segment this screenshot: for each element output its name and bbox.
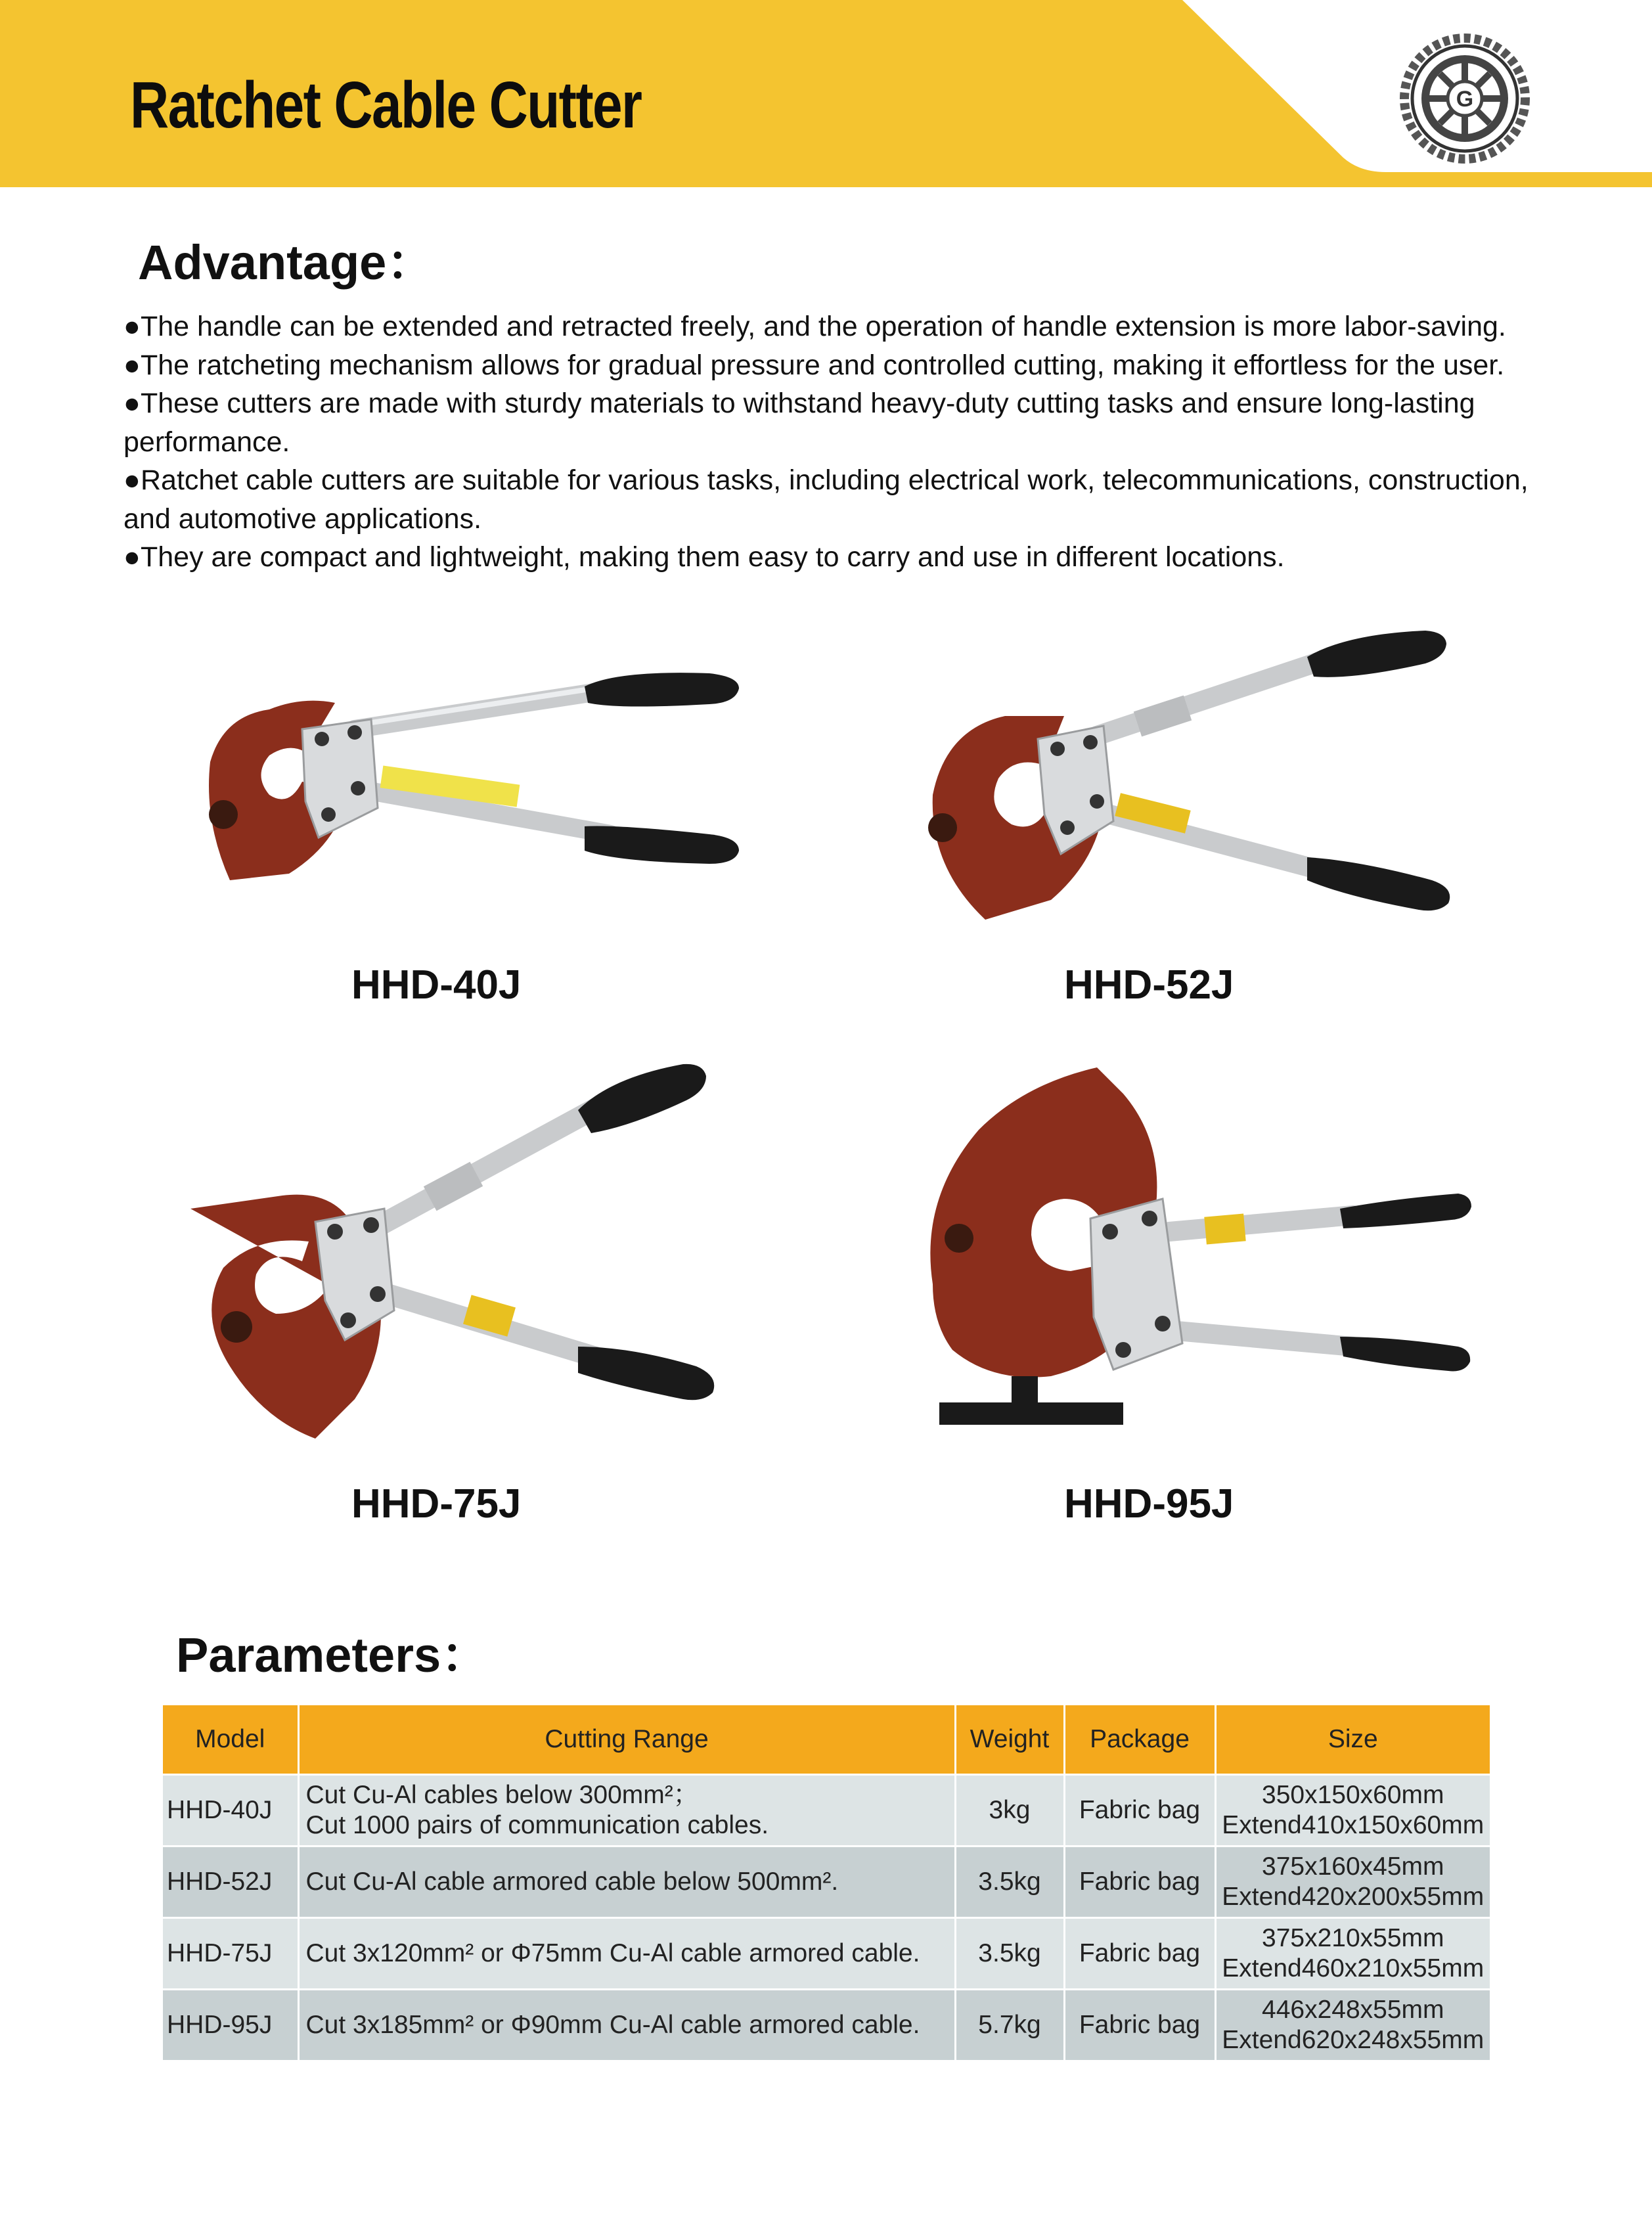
column-header: Cutting Range (298, 1705, 955, 1775)
table-header-row (163, 1705, 1490, 1775)
size-cell (1215, 1846, 1490, 1918)
parameters-heading: Parameters： (176, 1628, 490, 1682)
package-cell: Fabric bag (1064, 1918, 1215, 1990)
size-line: 375x210x55mm (1262, 1924, 1444, 1952)
size-line: Extend420x200x55mm (1222, 1883, 1485, 1911)
page-title: Ratchet Cable Cutter (130, 68, 642, 142)
size-line: 375x160x45mm (1262, 1852, 1444, 1881)
table-row (163, 1918, 1490, 1990)
size-cell (1215, 1775, 1490, 1846)
weight-cell: 3.5kg (955, 1846, 1064, 1918)
weight-cell: 5.7kg (955, 1990, 1064, 2061)
weight-cell: 3.5kg (955, 1918, 1064, 1990)
product-model-label: HHD-40J (351, 962, 522, 1008)
model-cell: HHD-52J (163, 1846, 298, 1918)
advantage-item: ●The handle can be extended and retracted freely, and the operation of handle extension is more labor-saving. (123, 311, 1506, 342)
size-cell (1215, 1918, 1490, 1990)
advantage-heading: Advantage： (138, 235, 435, 290)
advantage-item: ●The ratcheting mechanism allows for gradual pressure and controlled cutting, making it effortless for the user. (123, 349, 1505, 381)
package-cell: Fabric bag (1064, 1846, 1215, 1918)
advantage-list (123, 307, 1549, 577)
cable-cutter-image (913, 617, 1458, 933)
cutting-range-line: Cut 3x120mm² or Φ75mm Cu-Al cable armored cable. (305, 1939, 920, 1967)
model-cell: HHD-75J (163, 1918, 298, 1990)
column-header: Package (1064, 1705, 1215, 1775)
size-line: Extend620x248x55mm (1222, 2026, 1485, 2054)
cable-cutter-image (184, 1051, 723, 1445)
cutting-range-cell (298, 1918, 955, 1990)
size-cell (1215, 1990, 1490, 2061)
product-model-label: HHD-52J (1064, 962, 1234, 1008)
cable-cutter-image (190, 657, 749, 920)
product-model-label: HHD-75J (351, 1481, 522, 1527)
size-line: Extend410x150x60mm (1222, 1811, 1485, 1839)
cutting-range-line: Cut Cu-Al cable armored cable below 500mm². (305, 1868, 839, 1896)
column-header: Size (1215, 1705, 1490, 1775)
table-row (163, 1846, 1490, 1918)
cutting-range-line: Cut 1000 pairs of communication cables. (305, 1811, 769, 1839)
product-image-hhd-52j (913, 617, 1458, 933)
parameters-table (163, 1705, 1490, 2060)
size-line: Extend460x210x55mm (1222, 1954, 1485, 1982)
cutting-range-cell (298, 1846, 955, 1918)
column-header: Weight (955, 1705, 1064, 1775)
table-row (163, 1990, 1490, 2061)
header-band (0, 0, 1652, 187)
svg-text:G: G (1456, 87, 1474, 112)
column-header: Model (163, 1705, 298, 1775)
table-row (163, 1775, 1490, 1846)
advantage-item: ●Ratchet cable cutters are suitable for various tasks, including electrical work, telecommunications, construction, and automotive applications. (123, 464, 1529, 535)
model-cell: HHD-95J (163, 1990, 298, 2061)
product-image-hhd-95j (880, 1067, 1471, 1442)
gear-chain-logo-icon (1399, 33, 1530, 164)
cutting-range-line: Cut 3x185mm² or Φ90mm Cu-Al cable armored cable. (305, 2011, 920, 2039)
cutting-range-line: Cut Cu-Al cables below 300mm²； (305, 1781, 699, 1809)
package-cell: Fabric bag (1064, 1775, 1215, 1846)
product-image-hhd-40j (190, 657, 749, 920)
product-model-label: HHD-95J (1064, 1481, 1234, 1527)
model-cell: HHD-40J (163, 1775, 298, 1846)
cutting-range-cell (298, 1990, 955, 2061)
weight-cell: 3kg (955, 1775, 1064, 1846)
product-image-hhd-75j (184, 1051, 723, 1445)
cutting-range-cell (298, 1775, 955, 1846)
size-line: 446x248x55mm (1262, 1996, 1444, 2024)
size-line: 350x150x60mm (1262, 1781, 1444, 1809)
package-cell: Fabric bag (1064, 1990, 1215, 2061)
advantage-item: ●These cutters are made with sturdy materials to withstand heavy-duty cutting tasks and ensure long-lasting performance. (123, 388, 1475, 458)
cable-cutter-image (880, 1067, 1471, 1442)
advantage-item: ●They are compact and lightweight, making them easy to carry and use in different locations. (123, 541, 1285, 573)
